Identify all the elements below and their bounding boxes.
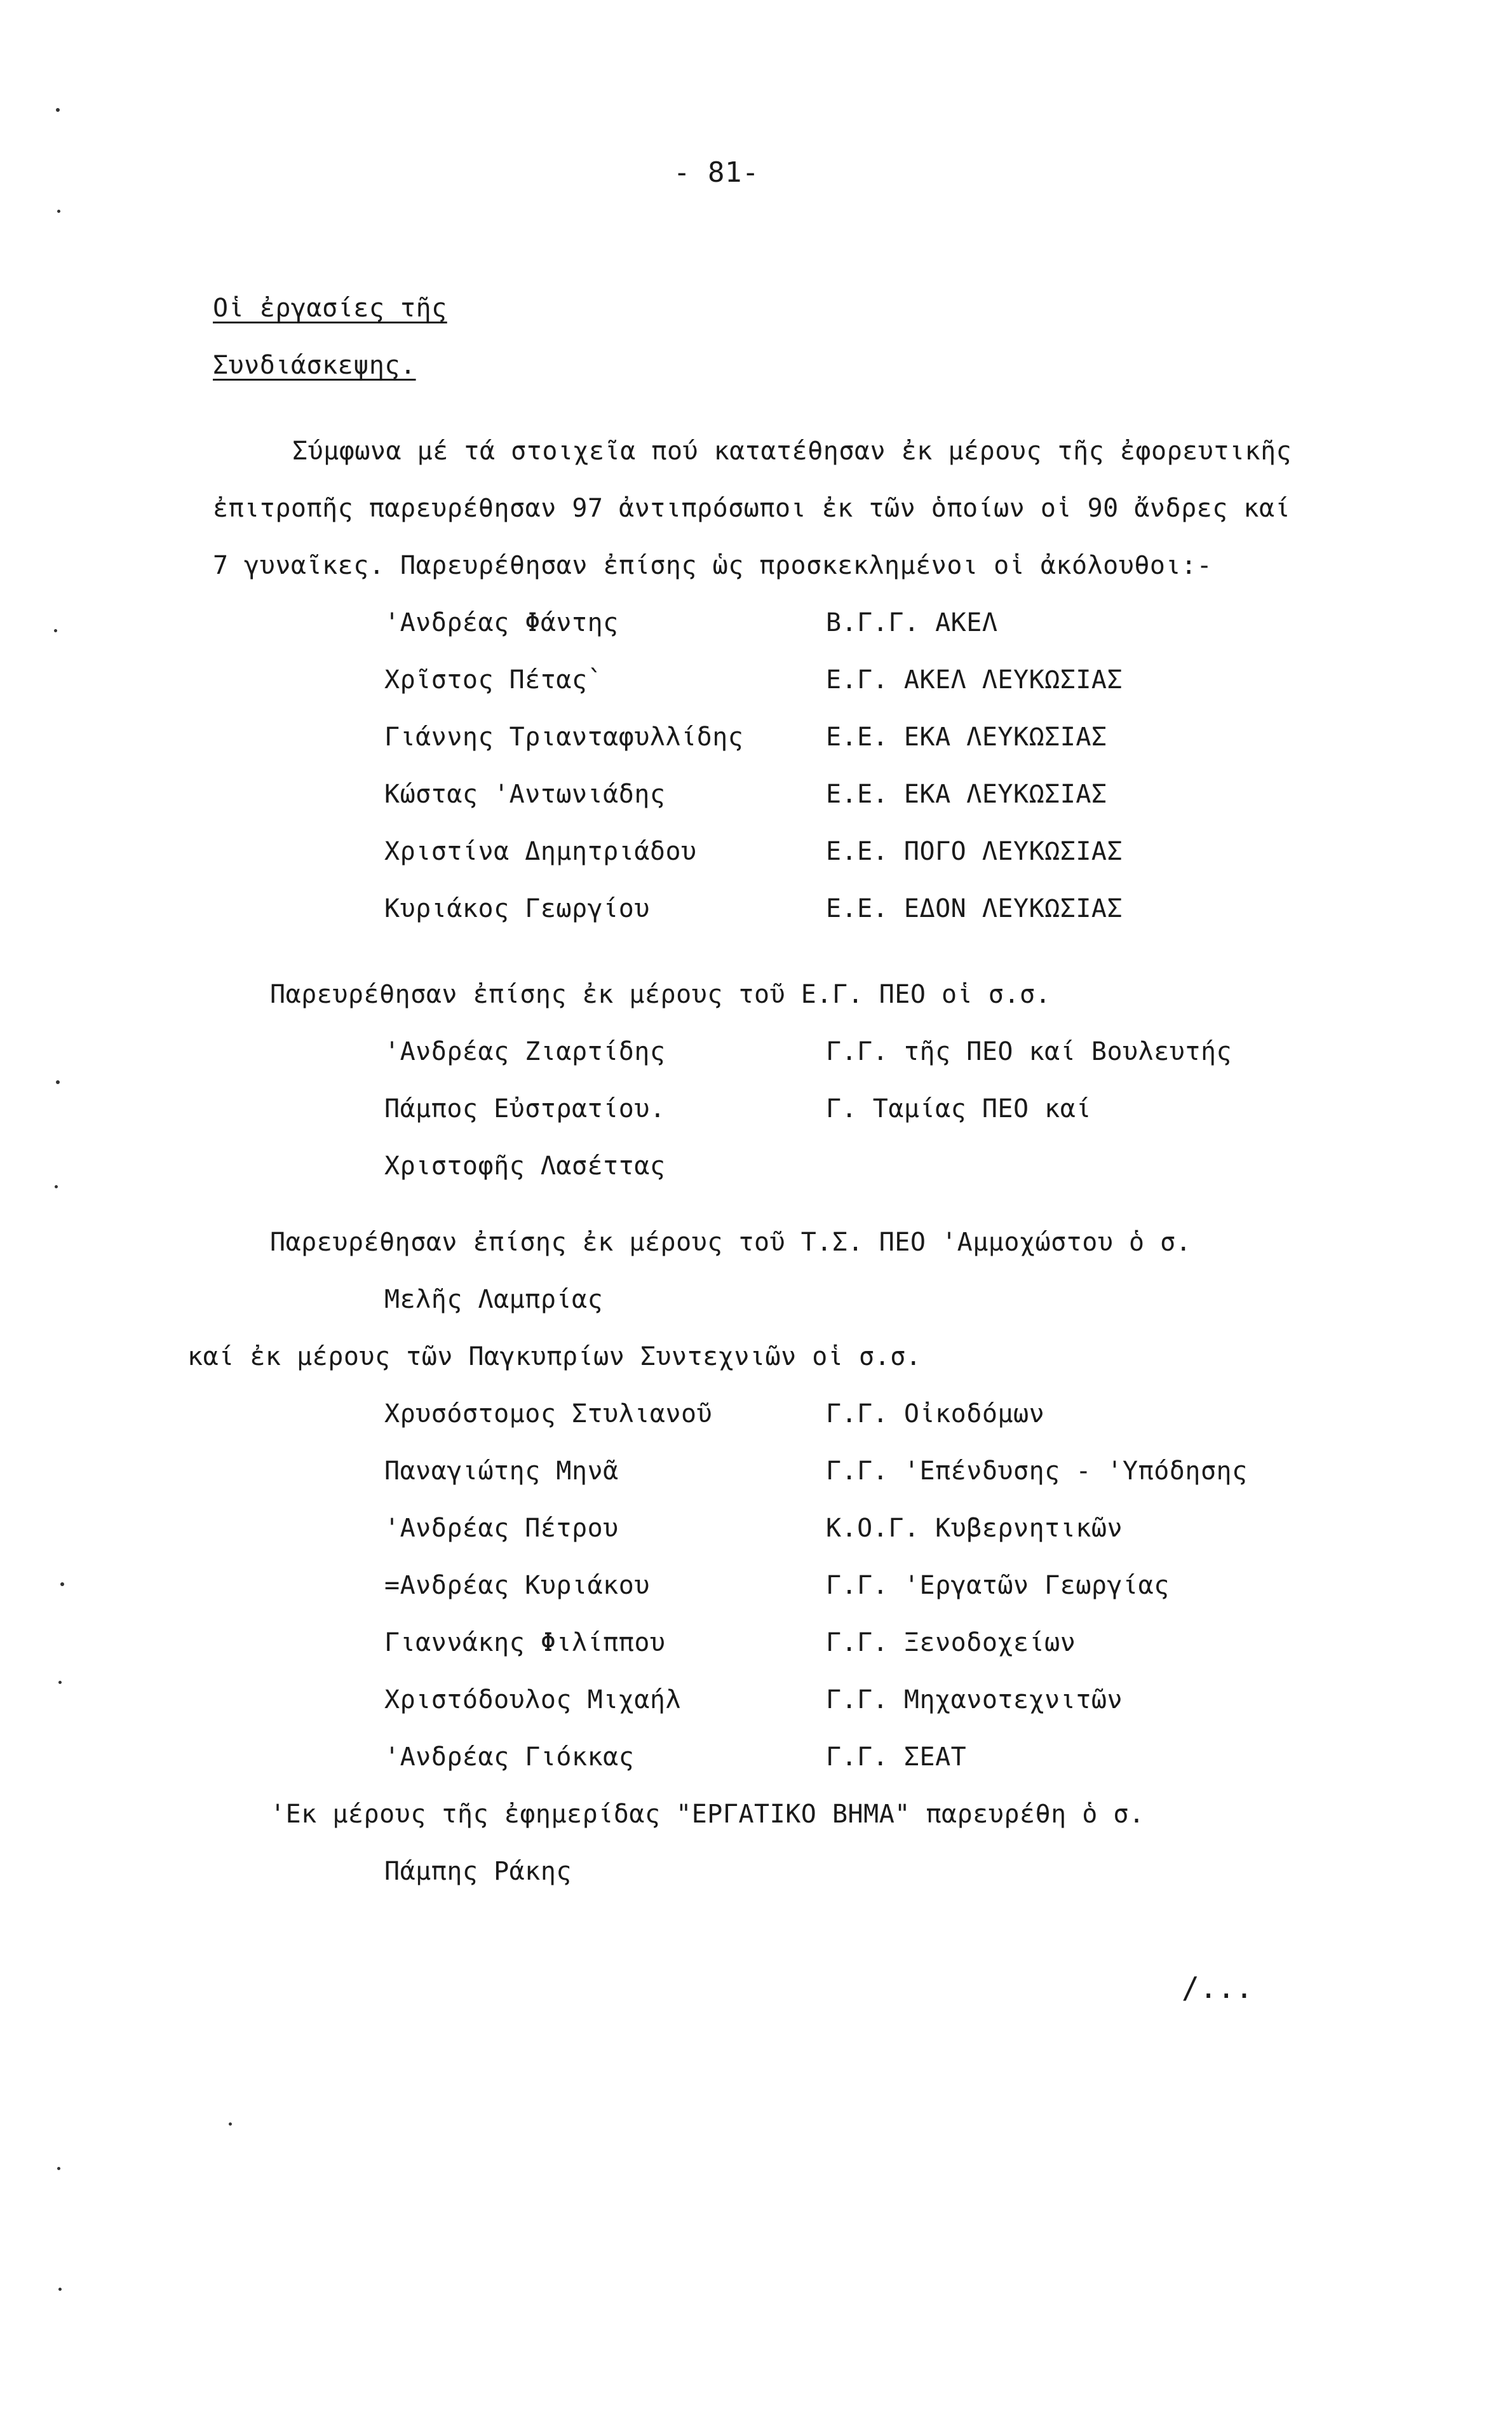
scan-speck <box>55 1185 58 1188</box>
intro-line-1: Σύμφωνα μέ τά στοιχεῖα πού κατατέθησαν ἐκ μέρους τῆς ἐφορευτικῆς <box>292 437 1292 466</box>
heading-line-2: Συνδιάσκεψης. <box>213 351 416 380</box>
scan-speck <box>58 2288 62 2291</box>
union-member-name: 'Ανδρέας Γιόκκας <box>384 1742 635 1772</box>
scan-speck <box>229 2122 232 2126</box>
invited-role: Ε.Γ. ΑΚΕΛ ΛΕΥΚΩΣΙΑΣ <box>826 665 1123 695</box>
union-member-role: Κ.Ο.Γ. Κυβερνητικῶν <box>826 1514 1123 1543</box>
invited-role: Ε.Ε. ΕΔΟΝ ΛΕΥΚΩΣΙΑΣ <box>826 894 1123 923</box>
union-member-name: 'Ανδρέας Πέτρου <box>384 1514 619 1543</box>
newspaper-name: Πάμπης Ράκης <box>384 1857 572 1886</box>
union-member-role: Γ.Γ. Οἰκοδόμων <box>826 1399 1045 1429</box>
peo-member-role: Γ.Γ. τῆς ΠΕΟ καί Βουλευτής <box>826 1037 1232 1066</box>
union-member-role: Γ.Γ. Μηχανοτεχνιτῶν <box>826 1685 1123 1714</box>
scan-speck <box>57 210 60 213</box>
invited-name: Γιάννης Τριανταφυλλίδης <box>384 723 744 752</box>
intro-line-3: 7 γυναῖκες. Παρευρέθησαν ἐπίσης ὡς προσκεκλημένοι οἱ ἀκόλουθοι:- <box>213 551 1213 580</box>
invited-role: Ε.Ε. ΕΚΑ ΛΕΥΚΩΣΙΑΣ <box>826 780 1107 809</box>
ammochostos-intro: Παρευρέθησαν ἐπίσης ἐκ μέρους τοῦ Τ.Σ. ΠΕΟ 'Αμμοχώστου ὁ σ. <box>270 1228 1192 1257</box>
invited-role: Β.Γ.Γ. ΑΚΕΛ <box>826 608 998 637</box>
scan-speck <box>56 108 60 112</box>
page-number: - 81- <box>673 156 759 189</box>
newspaper-intro: 'Εκ μέρους τῆς ἐφημερίδας "ΕΡΓΑΤΙΚΟ ΒΗΜΑ" παρευρέθη ὁ σ. <box>270 1800 1145 1829</box>
peo-intro: Παρευρέθησαν ἐπίσης ἐκ μέρους τοῦ Ε.Γ. ΠΕΟ οἱ σ.σ. <box>270 980 1051 1009</box>
union-member-name: Χρυσόστομος Στυλιανοῦ <box>384 1399 713 1429</box>
peo-member-name: Πάμπος Εὐστρατίου. <box>384 1094 666 1123</box>
union-member-role: Γ.Γ. 'Εργατῶν Γεωργίας <box>826 1571 1170 1600</box>
invited-name: Χριστίνα Δημητριάδου <box>384 837 697 866</box>
scan-speck <box>57 2167 60 2170</box>
invited-name: 'Ανδρέας Φάντης <box>384 608 619 637</box>
scan-speck <box>60 1582 64 1586</box>
intro-line-2: ἐπιτροπῆς παρευρέθησαν 97 ἀντιπρόσωποι ἐκ τῶν ὁποίων οἱ 90 ἄνδρες καί <box>213 494 1291 523</box>
scan-speck <box>56 1080 60 1084</box>
union-member-name: Παναγιώτης Μηνᾶ <box>384 1456 619 1486</box>
union-member-role: Γ.Γ. Ξενοδοχείων <box>826 1628 1076 1657</box>
scan-speck <box>54 629 57 632</box>
union-member-name: Γιαννάκης Φιλίππου <box>384 1628 666 1657</box>
peo-member-role: Γ. Ταμίας ΠΕΟ καί <box>826 1094 1091 1123</box>
scan-speck <box>58 1681 62 1684</box>
continuation-mark: /... <box>1182 1971 1253 2005</box>
ammochostos-name: Μελῆς Λαμπρίας <box>384 1285 604 1314</box>
union-member-role: Γ.Γ. ΣΕΑΤ <box>826 1742 967 1772</box>
union-member-role: Γ.Γ. 'Επένδυσης - 'Υπόδησης <box>826 1456 1248 1486</box>
invited-name: Κυριάκος Γεωργίου <box>384 894 650 923</box>
heading-line-1: Οἱ ἐργασίες τῆς <box>213 294 447 323</box>
peo-member-name: Χριστοφῆς Λασέττας <box>384 1151 666 1181</box>
invited-name: Χρῖστος Πέτας` <box>384 665 604 695</box>
unions-intro: καί ἐκ μέρους τῶν Παγκυπρίων Συντεχνιῶν οἱ σ.σ. <box>187 1342 922 1371</box>
union-member-name: Χριστόδουλος Μιχαήλ <box>384 1685 682 1714</box>
invited-role: Ε.Ε. ΕΚΑ ΛΕΥΚΩΣΙΑΣ <box>826 723 1107 752</box>
peo-member-name: 'Ανδρέας Ζιαρτίδης <box>384 1037 666 1066</box>
union-member-name: =Ανδρέας Κυριάκου <box>384 1571 650 1600</box>
invited-name: Κώστας 'Αντωνιάδης <box>384 780 666 809</box>
invited-role: Ε.Ε. ΠΟΓΟ ΛΕΥΚΩΣΙΑΣ <box>826 837 1123 866</box>
